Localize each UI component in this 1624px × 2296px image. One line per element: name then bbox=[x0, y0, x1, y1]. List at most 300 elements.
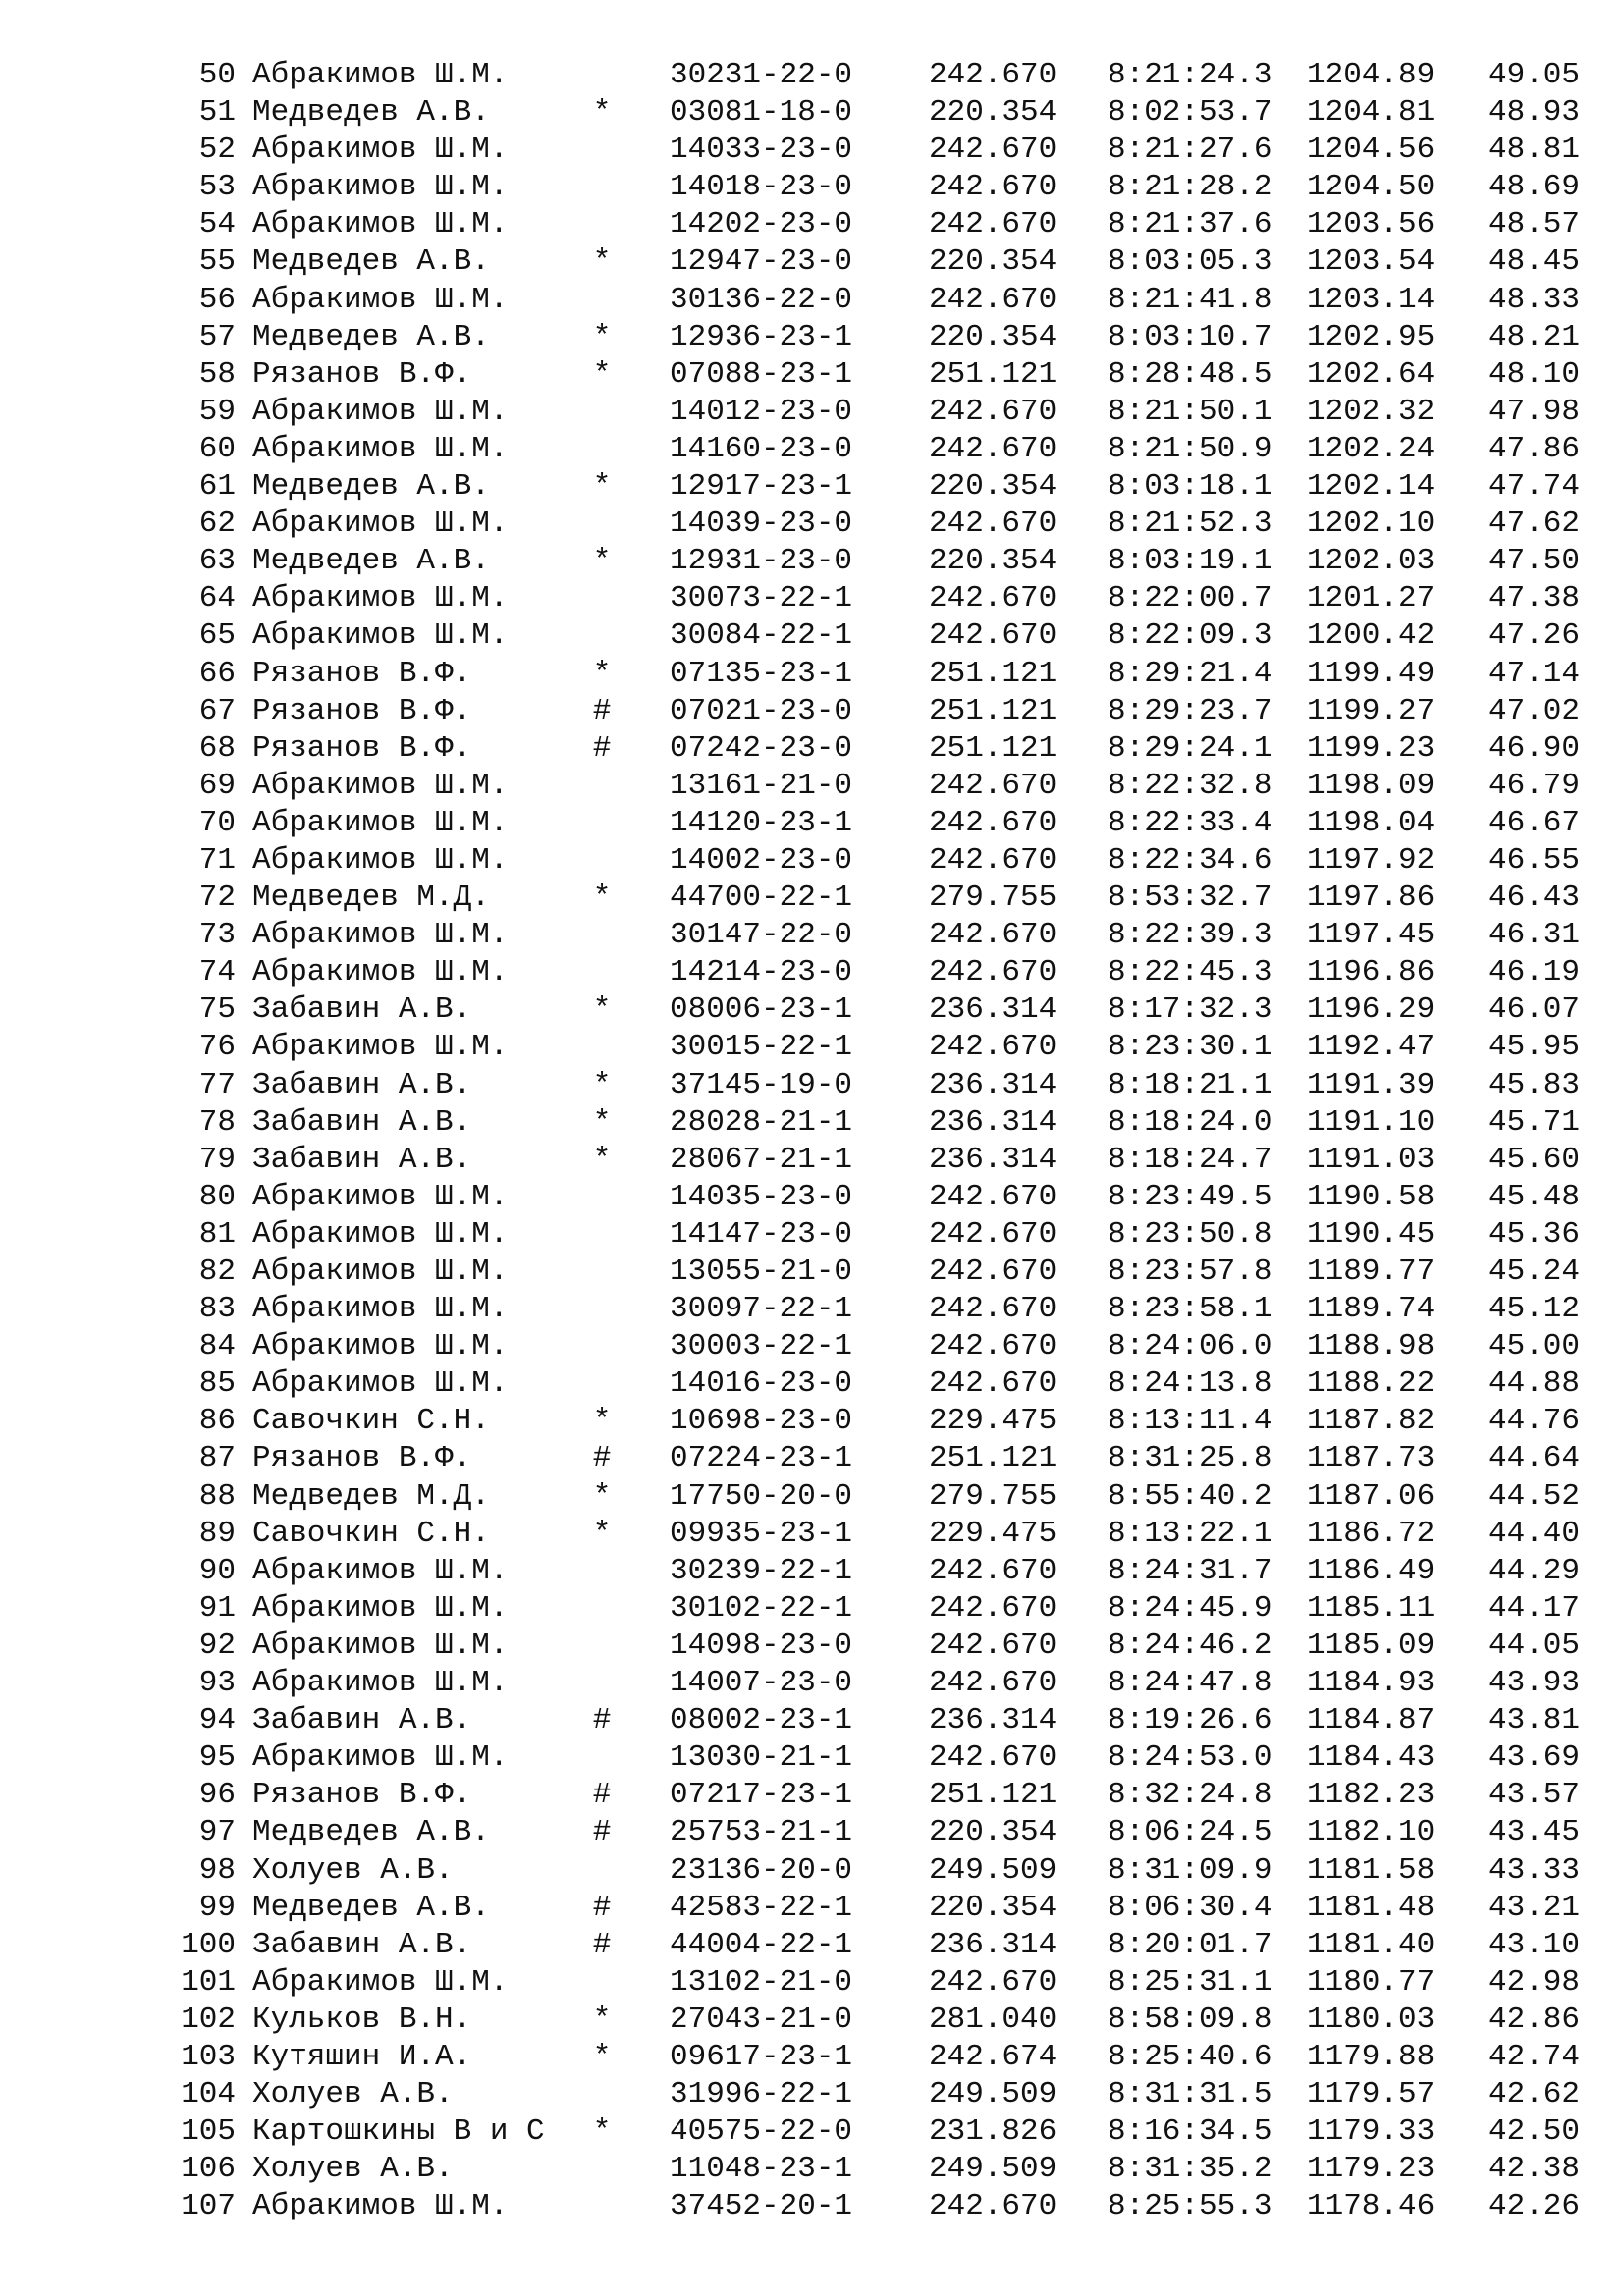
distance: 231.826 bbox=[929, 2114, 1057, 2150]
mark-symbol: * bbox=[592, 1516, 612, 1551]
owner-name: Медведев М.Д. bbox=[252, 881, 490, 916]
score: 44.76 bbox=[1489, 1404, 1581, 1439]
ring-number: 30136-22-0 bbox=[670, 282, 853, 317]
owner-name: Абракимов Ш.М. bbox=[252, 805, 509, 840]
ring-number: 25753-21-1 bbox=[670, 1815, 853, 1850]
row-number: 62 bbox=[198, 507, 236, 542]
distance: 242.670 bbox=[929, 58, 1057, 92]
ring-number: 11048-23-1 bbox=[670, 2152, 853, 2187]
mark-symbol: # bbox=[592, 1890, 612, 1925]
arrival-time: 8:21:37.6 bbox=[1108, 207, 1272, 242]
row-number: 54 bbox=[198, 207, 236, 242]
distance: 220.354 bbox=[929, 469, 1057, 505]
row-number: 51 bbox=[198, 95, 236, 131]
row-number: 104 bbox=[181, 2077, 236, 2112]
arrival-time: 8:21:41.8 bbox=[1108, 282, 1272, 317]
arrival-time: 8:23:49.5 bbox=[1108, 1179, 1272, 1214]
distance: 220.354 bbox=[929, 1890, 1057, 1925]
distance: 242.670 bbox=[929, 394, 1057, 429]
speed: 1203.54 bbox=[1307, 244, 1435, 280]
score: 45.83 bbox=[1489, 1067, 1581, 1102]
speed: 1185.11 bbox=[1307, 1590, 1435, 1626]
row-number: 55 bbox=[198, 244, 236, 280]
row-number: 71 bbox=[198, 842, 236, 878]
row-number: 101 bbox=[181, 1964, 236, 2000]
row-number: 98 bbox=[198, 1852, 236, 1888]
speed: 1204.50 bbox=[1307, 170, 1435, 205]
score: 44.29 bbox=[1489, 1553, 1581, 1588]
row-number: 53 bbox=[198, 170, 236, 205]
row-number: 76 bbox=[198, 1030, 236, 1065]
speed: 1187.06 bbox=[1307, 1478, 1435, 1514]
mark-symbol: * bbox=[592, 2002, 612, 2037]
owner-name: Абракимов Ш.М. bbox=[252, 1179, 509, 1214]
score: 47.98 bbox=[1489, 394, 1581, 429]
mark-symbol: * bbox=[592, 95, 612, 131]
ring-number: 14202-23-0 bbox=[670, 207, 853, 242]
arrival-time: 8:53:32.7 bbox=[1108, 881, 1272, 916]
arrival-time: 8:21:24.3 bbox=[1108, 58, 1272, 92]
ring-number: 30231-22-0 bbox=[670, 58, 853, 92]
owner-name: Абракимов Ш.М. bbox=[252, 1628, 509, 1663]
speed: 1188.22 bbox=[1307, 1366, 1435, 1402]
score: 46.55 bbox=[1489, 842, 1581, 878]
row-number: 60 bbox=[198, 431, 236, 466]
ring-number: 42583-22-1 bbox=[670, 1890, 853, 1925]
speed: 1192.47 bbox=[1307, 1030, 1435, 1065]
distance: 220.354 bbox=[929, 95, 1057, 131]
table-row bbox=[0, 656, 1624, 693]
row-number: 64 bbox=[198, 581, 236, 616]
ring-number: 10698-23-0 bbox=[670, 1404, 853, 1439]
mark-symbol: * bbox=[592, 244, 612, 280]
score: 48.33 bbox=[1489, 282, 1581, 317]
owner-name: Рязанов В.Ф. bbox=[252, 656, 472, 691]
arrival-time: 8:21:27.6 bbox=[1108, 133, 1272, 168]
owner-name: Медведев А.В. bbox=[252, 544, 490, 579]
arrival-time: 8:28:48.5 bbox=[1108, 356, 1272, 392]
speed: 1199.23 bbox=[1307, 730, 1435, 766]
arrival-time: 8:22:39.3 bbox=[1108, 918, 1272, 953]
speed: 1190.58 bbox=[1307, 1179, 1435, 1214]
row-number: 95 bbox=[198, 1740, 236, 1776]
owner-name: Абракимов Ш.М. bbox=[252, 1216, 509, 1252]
speed: 1181.40 bbox=[1307, 1927, 1435, 1962]
owner-name: Абракимов Ш.М. bbox=[252, 1329, 509, 1364]
speed: 1202.10 bbox=[1307, 507, 1435, 542]
distance: 242.670 bbox=[929, 170, 1057, 205]
row-number: 90 bbox=[198, 1553, 236, 1588]
row-number: 103 bbox=[181, 2039, 236, 2074]
owner-name: Абракимов Ш.М. bbox=[252, 768, 509, 803]
distance: 242.670 bbox=[929, 1740, 1057, 1776]
score: 46.43 bbox=[1489, 881, 1581, 916]
arrival-time: 8:23:50.8 bbox=[1108, 1216, 1272, 1252]
mark-symbol: * bbox=[592, 1067, 612, 1102]
table-row bbox=[0, 2188, 1624, 2225]
score: 46.07 bbox=[1489, 992, 1581, 1028]
row-number: 84 bbox=[198, 1329, 236, 1364]
row-number: 63 bbox=[198, 544, 236, 579]
ring-number: 07224-23-1 bbox=[670, 1441, 853, 1476]
mark-symbol: * bbox=[592, 1142, 612, 1177]
table-row bbox=[0, 1852, 1624, 1890]
owner-name: Абракимов Ш.М. bbox=[252, 133, 509, 168]
arrival-time: 8:22:34.6 bbox=[1108, 842, 1272, 878]
owner-name: Абракимов Ш.М. bbox=[252, 1666, 509, 1701]
row-number: 80 bbox=[198, 1179, 236, 1214]
arrival-time: 8:58:09.8 bbox=[1108, 2002, 1272, 2037]
score: 48.57 bbox=[1489, 207, 1581, 242]
owner-name: Забавин А.В. bbox=[252, 1067, 472, 1102]
speed: 1189.77 bbox=[1307, 1255, 1435, 1289]
distance: 242.670 bbox=[929, 431, 1057, 466]
ring-number: 44004-22-1 bbox=[670, 1927, 853, 1962]
ring-number: 09617-23-1 bbox=[670, 2039, 853, 2074]
table-row bbox=[0, 1029, 1624, 1066]
ring-number: 14160-23-0 bbox=[670, 431, 853, 466]
arrival-time: 8:17:32.3 bbox=[1108, 992, 1272, 1028]
owner-name: Абракимов Ш.М. bbox=[252, 207, 509, 242]
table-row bbox=[0, 768, 1624, 805]
ring-number: 07242-23-0 bbox=[670, 730, 853, 766]
speed: 1199.49 bbox=[1307, 656, 1435, 691]
arrival-time: 8:03:18.1 bbox=[1108, 469, 1272, 505]
row-number: 81 bbox=[198, 1216, 236, 1252]
arrival-time: 8:06:30.4 bbox=[1108, 1890, 1272, 1925]
owner-name: Рязанов В.Ф. bbox=[252, 693, 472, 728]
owner-name: Абракимов Ш.М. bbox=[252, 842, 509, 878]
speed: 1191.10 bbox=[1307, 1104, 1435, 1140]
arrival-time: 8:21:50.9 bbox=[1108, 431, 1272, 466]
table-row bbox=[0, 880, 1624, 917]
row-number: 105 bbox=[181, 2114, 236, 2150]
ring-number: 14007-23-0 bbox=[670, 1666, 853, 1701]
score: 47.26 bbox=[1489, 618, 1581, 654]
row-number: 74 bbox=[198, 955, 236, 990]
table-row bbox=[0, 1516, 1624, 1553]
table-row bbox=[0, 2076, 1624, 2113]
ring-number: 09935-23-1 bbox=[670, 1516, 853, 1551]
score: 45.60 bbox=[1489, 1142, 1581, 1177]
row-number: 66 bbox=[198, 656, 236, 691]
speed: 1184.93 bbox=[1307, 1666, 1435, 1701]
ring-number: 30097-22-1 bbox=[670, 1292, 853, 1327]
speed: 1191.39 bbox=[1307, 1067, 1435, 1102]
arrival-time: 8:03:10.7 bbox=[1108, 319, 1272, 354]
ring-number: 13055-21-0 bbox=[670, 1255, 853, 1289]
speed: 1196.86 bbox=[1307, 955, 1435, 990]
arrival-time: 8:23:58.1 bbox=[1108, 1292, 1272, 1327]
score: 47.38 bbox=[1489, 581, 1581, 616]
ring-number: 23136-20-0 bbox=[670, 1852, 853, 1888]
owner-name: Медведев А.В. bbox=[252, 1890, 490, 1925]
mark-symbol: * bbox=[592, 1104, 612, 1140]
row-number: 72 bbox=[198, 881, 236, 916]
arrival-time: 8:29:24.1 bbox=[1108, 730, 1272, 766]
ring-number: 07021-23-0 bbox=[670, 693, 853, 728]
speed: 1187.82 bbox=[1307, 1404, 1435, 1439]
owner-name: Холуев А.В. bbox=[252, 1852, 454, 1888]
mark-symbol: # bbox=[592, 1778, 612, 1813]
ring-number: 14002-23-0 bbox=[670, 842, 853, 878]
speed: 1190.45 bbox=[1307, 1216, 1435, 1252]
distance: 242.670 bbox=[929, 1964, 1057, 2000]
distance: 251.121 bbox=[929, 730, 1057, 766]
speed: 1180.77 bbox=[1307, 1964, 1435, 2000]
ring-number: 03081-18-0 bbox=[670, 95, 853, 131]
arrival-time: 8:22:33.4 bbox=[1108, 805, 1272, 840]
ring-number: 13102-21-0 bbox=[670, 1964, 853, 2000]
row-number: 83 bbox=[198, 1292, 236, 1327]
score: 45.00 bbox=[1489, 1329, 1581, 1364]
arrival-time: 8:22:32.8 bbox=[1108, 768, 1272, 803]
owner-name: Рязанов В.Ф. bbox=[252, 730, 472, 766]
ring-number: 44700-22-1 bbox=[670, 881, 853, 916]
distance: 220.354 bbox=[929, 1815, 1057, 1850]
speed: 1179.88 bbox=[1307, 2039, 1435, 2074]
row-number: 89 bbox=[198, 1516, 236, 1551]
score: 47.50 bbox=[1489, 544, 1581, 579]
speed: 1184.43 bbox=[1307, 1740, 1435, 1776]
arrival-time: 8:02:53.7 bbox=[1108, 95, 1272, 131]
score: 48.21 bbox=[1489, 319, 1581, 354]
arrival-time: 8:22:45.3 bbox=[1108, 955, 1272, 990]
score: 46.79 bbox=[1489, 768, 1581, 803]
speed: 1187.73 bbox=[1307, 1441, 1435, 1476]
score: 43.57 bbox=[1489, 1778, 1581, 1813]
owner-name: Абракимов Ш.М. bbox=[252, 955, 509, 990]
distance: 236.314 bbox=[929, 992, 1057, 1028]
distance: 242.670 bbox=[929, 2189, 1057, 2224]
mark-symbol: # bbox=[592, 1815, 612, 1850]
ring-number: 30147-22-0 bbox=[670, 918, 853, 953]
arrival-time: 8:24:46.2 bbox=[1108, 1628, 1272, 1663]
arrival-time: 8:55:40.2 bbox=[1108, 1478, 1272, 1514]
score: 45.71 bbox=[1489, 1104, 1581, 1140]
distance: 249.509 bbox=[929, 1852, 1057, 1888]
row-number: 86 bbox=[198, 1404, 236, 1439]
table-row bbox=[0, 94, 1624, 132]
distance: 236.314 bbox=[929, 1142, 1057, 1177]
score: 43.69 bbox=[1489, 1740, 1581, 1776]
table-row bbox=[0, 1179, 1624, 1216]
row-number: 88 bbox=[198, 1478, 236, 1514]
arrival-time: 8:32:24.8 bbox=[1108, 1778, 1272, 1813]
score: 42.26 bbox=[1489, 2189, 1581, 2224]
arrival-time: 8:24:45.9 bbox=[1108, 1590, 1272, 1626]
speed: 1179.33 bbox=[1307, 2114, 1435, 2150]
row-number: 67 bbox=[198, 693, 236, 728]
arrival-time: 8:22:09.3 bbox=[1108, 618, 1272, 654]
ring-number: 14016-23-0 bbox=[670, 1366, 853, 1402]
distance: 220.354 bbox=[929, 244, 1057, 280]
score: 46.31 bbox=[1489, 918, 1581, 953]
row-number: 92 bbox=[198, 1628, 236, 1663]
owner-name: Абракимов Ш.М. bbox=[252, 1366, 509, 1402]
distance: 242.670 bbox=[929, 1179, 1057, 1214]
row-number: 102 bbox=[181, 2002, 236, 2037]
ring-number: 30239-22-1 bbox=[670, 1553, 853, 1588]
score: 46.19 bbox=[1489, 955, 1581, 990]
arrival-time: 8:24:53.0 bbox=[1108, 1740, 1272, 1776]
ring-number: 17750-20-0 bbox=[670, 1478, 853, 1514]
table-row bbox=[0, 468, 1624, 506]
table-row bbox=[0, 1254, 1624, 1291]
speed: 1201.27 bbox=[1307, 581, 1435, 616]
table-row bbox=[0, 1216, 1624, 1254]
speed: 1196.29 bbox=[1307, 992, 1435, 1028]
speed: 1197.45 bbox=[1307, 918, 1435, 953]
score: 44.40 bbox=[1489, 1516, 1581, 1551]
owner-name: Савочкин С.Н. bbox=[252, 1404, 490, 1439]
ring-number: 14039-23-0 bbox=[670, 507, 853, 542]
owner-name: Медведев М.Д. bbox=[252, 1478, 490, 1514]
distance: 242.670 bbox=[929, 207, 1057, 242]
ring-number: 30102-22-1 bbox=[670, 1590, 853, 1626]
mark-symbol: * bbox=[592, 1404, 612, 1439]
ring-number: 14147-23-0 bbox=[670, 1216, 853, 1252]
ring-number: 08006-23-1 bbox=[670, 992, 853, 1028]
owner-name: Картошкины В и С bbox=[252, 2114, 545, 2150]
ring-number: 28028-21-1 bbox=[670, 1104, 853, 1140]
distance: 279.755 bbox=[929, 1478, 1057, 1514]
row-number: 58 bbox=[198, 356, 236, 392]
score: 44.05 bbox=[1489, 1628, 1581, 1663]
table-row bbox=[0, 57, 1624, 94]
ring-number: 30073-22-1 bbox=[670, 581, 853, 616]
owner-name: Забавин А.В. bbox=[252, 1703, 472, 1738]
row-number: 99 bbox=[198, 1890, 236, 1925]
row-number: 75 bbox=[198, 992, 236, 1028]
speed: 1203.56 bbox=[1307, 207, 1435, 242]
ring-number: 14018-23-0 bbox=[670, 170, 853, 205]
distance: 249.509 bbox=[929, 2077, 1057, 2112]
table-row bbox=[0, 356, 1624, 394]
mark-symbol: * bbox=[592, 356, 612, 392]
table-row bbox=[0, 1365, 1624, 1403]
mark-symbol: # bbox=[592, 1927, 612, 1962]
score: 42.38 bbox=[1489, 2152, 1581, 2187]
owner-name: Савочкин С.Н. bbox=[252, 1516, 490, 1551]
speed: 1179.23 bbox=[1307, 2152, 1435, 2187]
speed: 1178.46 bbox=[1307, 2189, 1435, 2224]
owner-name: Медведев А.В. bbox=[252, 319, 490, 354]
distance: 229.475 bbox=[929, 1404, 1057, 1439]
speed: 1180.03 bbox=[1307, 2002, 1435, 2037]
mark-symbol: # bbox=[592, 1441, 612, 1476]
owner-name: Забавин А.В. bbox=[252, 1142, 472, 1177]
table-row bbox=[0, 319, 1624, 356]
owner-name: Абракимов Ш.М. bbox=[252, 1030, 509, 1065]
owner-name: Абракимов Ш.М. bbox=[252, 618, 509, 654]
distance: 242.670 bbox=[929, 618, 1057, 654]
table-row bbox=[0, 1403, 1624, 1440]
ring-number: 14033-23-0 bbox=[670, 133, 853, 168]
arrival-time: 8:22:00.7 bbox=[1108, 581, 1272, 616]
arrival-time: 8:24:13.8 bbox=[1108, 1366, 1272, 1402]
owner-name: Абракимов Ш.М. bbox=[252, 58, 509, 92]
owner-name: Абракимов Ш.М. bbox=[252, 1553, 509, 1588]
mark-symbol: * bbox=[592, 469, 612, 505]
table-row bbox=[0, 1291, 1624, 1328]
ring-number: 14214-23-0 bbox=[670, 955, 853, 990]
table-row bbox=[0, 243, 1624, 281]
score: 49.05 bbox=[1489, 58, 1581, 92]
table-row bbox=[0, 1553, 1624, 1590]
row-number: 61 bbox=[198, 469, 236, 505]
distance: 281.040 bbox=[929, 2002, 1057, 2037]
speed: 1189.74 bbox=[1307, 1292, 1435, 1327]
owner-name: Абракимов Ш.М. bbox=[252, 1590, 509, 1626]
ring-number: 07135-23-1 bbox=[670, 656, 853, 691]
arrival-time: 8:21:50.1 bbox=[1108, 394, 1272, 429]
ring-number: 37145-19-0 bbox=[670, 1067, 853, 1102]
arrival-time: 8:29:23.7 bbox=[1108, 693, 1272, 728]
speed: 1198.09 bbox=[1307, 768, 1435, 803]
row-number: 85 bbox=[198, 1366, 236, 1402]
row-number: 69 bbox=[198, 768, 236, 803]
speed: 1181.58 bbox=[1307, 1852, 1435, 1888]
speed: 1181.48 bbox=[1307, 1890, 1435, 1925]
row-number: 91 bbox=[198, 1590, 236, 1626]
speed: 1202.95 bbox=[1307, 319, 1435, 354]
speed: 1202.24 bbox=[1307, 431, 1435, 466]
distance: 242.670 bbox=[929, 768, 1057, 803]
table-row bbox=[0, 1104, 1624, 1142]
speed: 1202.32 bbox=[1307, 394, 1435, 429]
ring-number: 14035-23-0 bbox=[670, 1179, 853, 1214]
distance: 251.121 bbox=[929, 1441, 1057, 1476]
table-row bbox=[0, 805, 1624, 842]
arrival-time: 8:25:55.3 bbox=[1108, 2189, 1272, 2224]
arrival-time: 8:13:22.1 bbox=[1108, 1516, 1272, 1551]
ring-number: 30015-22-1 bbox=[670, 1030, 853, 1065]
mark-symbol: # bbox=[592, 693, 612, 728]
speed: 1179.57 bbox=[1307, 2077, 1435, 2112]
distance: 242.670 bbox=[929, 1255, 1057, 1289]
row-number: 93 bbox=[198, 1666, 236, 1701]
speed: 1182.10 bbox=[1307, 1815, 1435, 1850]
owner-name: Медведев А.В. bbox=[252, 469, 490, 505]
owner-name: Абракимов Ш.М. bbox=[252, 431, 509, 466]
distance: 220.354 bbox=[929, 544, 1057, 579]
row-number: 57 bbox=[198, 319, 236, 354]
ring-number: 07088-23-1 bbox=[670, 356, 853, 392]
distance: 242.670 bbox=[929, 1030, 1057, 1065]
owner-name: Абракимов Ш.М. bbox=[252, 1292, 509, 1327]
row-number: 77 bbox=[198, 1067, 236, 1102]
table-row bbox=[0, 1440, 1624, 1477]
table-row bbox=[0, 1890, 1624, 1927]
speed: 1188.98 bbox=[1307, 1329, 1435, 1364]
row-number: 56 bbox=[198, 282, 236, 317]
table-row bbox=[0, 1964, 1624, 2002]
score: 48.81 bbox=[1489, 133, 1581, 168]
speed: 1198.04 bbox=[1307, 805, 1435, 840]
mark-symbol: * bbox=[592, 881, 612, 916]
owner-name: Холуев А.В. bbox=[252, 2077, 454, 2112]
arrival-time: 8:21:28.2 bbox=[1108, 170, 1272, 205]
arrival-time: 8:24:47.8 bbox=[1108, 1666, 1272, 1701]
arrival-time: 8:13:11.4 bbox=[1108, 1404, 1272, 1439]
owner-name: Медведев А.В. bbox=[252, 1815, 490, 1850]
row-number: 79 bbox=[198, 1142, 236, 1177]
table-row bbox=[0, 2002, 1624, 2039]
table-row bbox=[0, 1628, 1624, 1665]
row-number: 73 bbox=[198, 918, 236, 953]
owner-name: Забавин А.В. bbox=[252, 1927, 472, 1962]
